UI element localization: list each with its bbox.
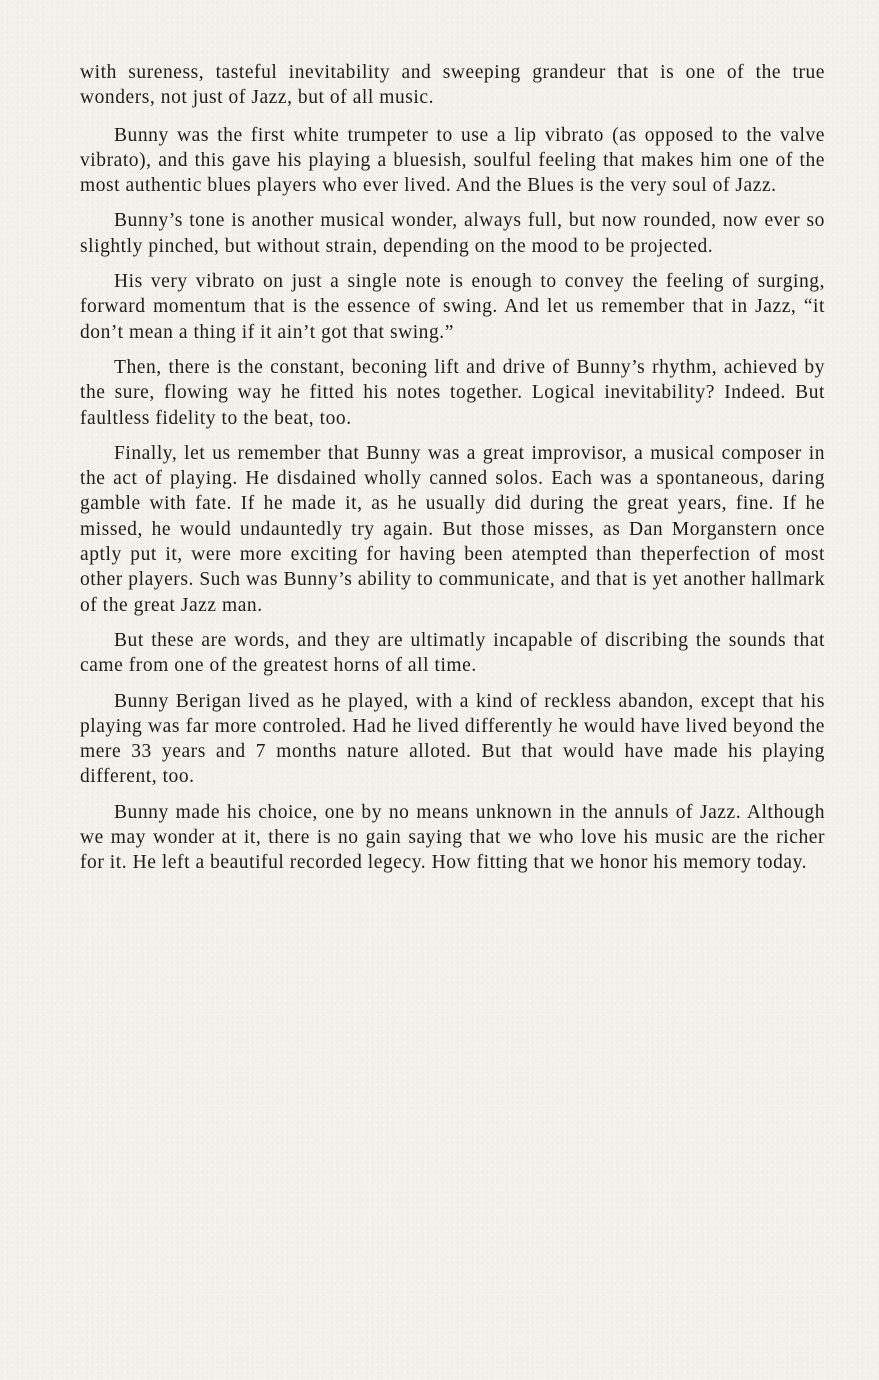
- paragraph-6: Finally, let us remember that Bunny was a great improvisor, a musical composer in the act of playing. He disdained wholly canned solos. Each was a spontaneous, daring gamble with fate. If he made it, as he usually did during the great years, fine. If he missed, he would undauntedly try again. But those misses, as Dan Morganstern once aptly put it, were more exciting for having been atempted than theperfection of most other players. Such was Bunny’s ability to communicate, and that is yet another hallmark of the great Jazz man.: [80, 442, 825, 616]
- paragraph-8: Bunny Berigan lived as he played, with a kind of reckless abandon, except that his playing was far more controled. Had he lived differently he would have lived beyond the mere 33 years and 7 months nature alloted. But that would have made his playing different, too.: [80, 690, 825, 788]
- paragraph-9: Bunny made his choice, one by no means unknown in the annuls of Jazz. Although we may wonder at it, there is no gain saying that we who love his music are the richer for it. He left a beautiful recorded legecy. How fitting that we honor his memory today.: [80, 801, 825, 874]
- paragraph-4: His very vibrato on just a single note is enough to convey the feeling of surging, forward momentum that is the essence of swing. And let us remember that in Jazz, “it don’t mean a thing if it ain’t got that swing.”: [80, 271, 825, 343]
- document-page: [80, 60, 825, 886]
- paragraph-5: Then, there is the constant, beconing lift and drive of Bunny’s rhythm, achieved by the sure, flowing way he fitted his notes together. Logical inevitability? Indeed. But faultless fidelity to the beat, too.: [80, 356, 825, 429]
- paragraph-1: with sureness, tasteful inevitability and sweeping grandeur that is one of the true wonders, not just of Jazz, but of all music.: [80, 62, 825, 109]
- paragraph-3: Bunny’s tone is another musical wonder, always full, but now rounded, now ever so slightly pinched, but without strain, depending on the mood to be projected.: [80, 210, 825, 257]
- paragraph-2: Bunny was the first white trumpeter to use a lip vibrato (as opposed to the valve vibrato), and this gave his playing a bluesish, soulful feeling that makes him one of the most authentic blues players who ever lived. And the Blues is the very soul of Jazz.: [80, 124, 825, 197]
- paragraph-7: But these are words, and they are ultimatly incapable of discribing the sounds that came from one of the greatest horns of all time.: [80, 629, 825, 677]
